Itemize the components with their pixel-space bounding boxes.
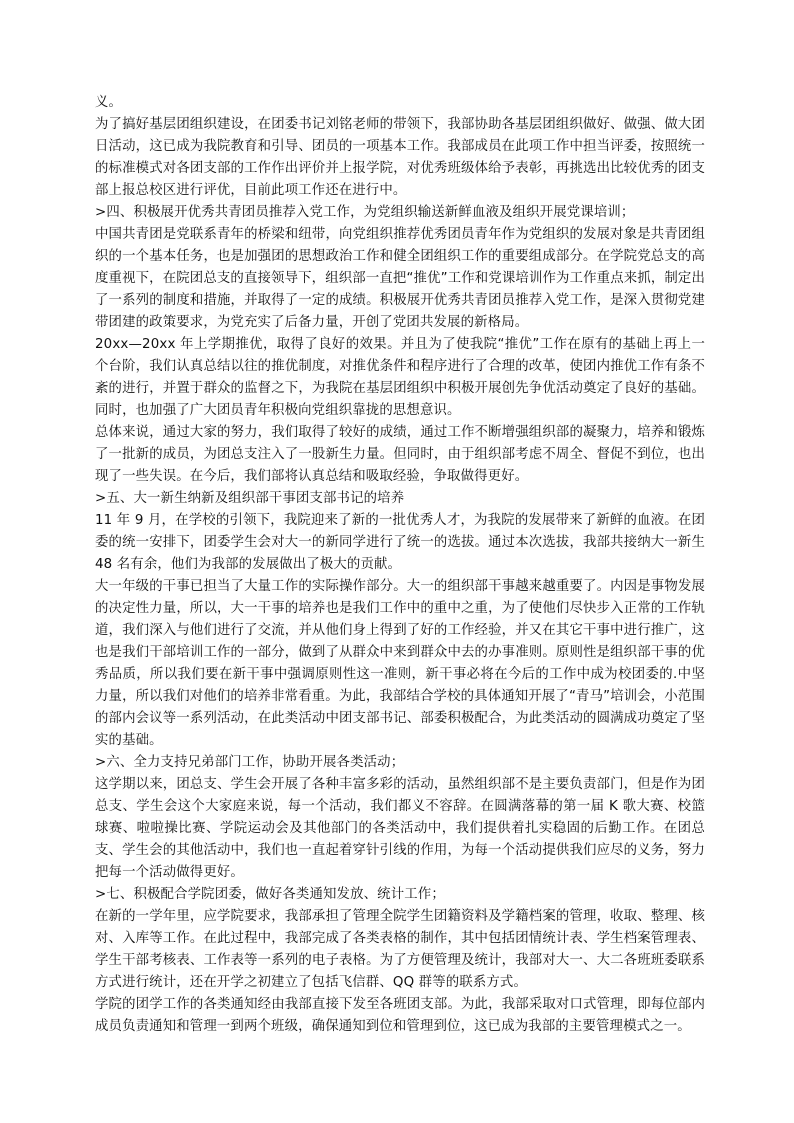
paragraph-notification-management: 学院的团学工作的各类通知经由我部直接下发至各班团支部。为此，我部采取对口式管理，即每位部内成员负责通知和管理一到两个班级，确保通知到位和管理到位，这已成为我部的主要管理模式之一。	[95, 997, 705, 1034]
section-heading-5: >五、大一新生纳新及组织部干事团支部书记的培养	[95, 491, 405, 506]
section-heading-4: >四、积极展开优秀共青团员推荐入党工作，为党组织输送新鲜血液及组织开展党课培训；	[95, 205, 635, 220]
paragraph-league-day-activities: 为了搞好基层团组织建设，在团委书记刘铭老师的带领下，我部协助各基层团组织做好、做强、做大团日活动，这已成为我院教育和引导、团员的一项基本工作。我部成员在此项工作中担当评委，按照统一的标准模式对各团支部的工作作出评价并上报学院，对优秀班级体给予表彰，再挑选出比较优秀的团支部上报总校区进行评优，目前此项工作还在进行中。	[95, 117, 705, 198]
document-page	[95, 92, 705, 1038]
paragraph-records-management: 在新的一学年里，应学院要求，我部承担了管理全院学生团籍资料及学籍档案的管理，收取、整理、核对、入库等工作。在此过程中，我部完成了各类表格的制作，其中包括团情统计表、学生档案管理表、学生干部考核表、工作表等一系列的电子表格。为了方便管理及统计，我部对大一、大二各班班委联系方式进行统计，还在开学之初建立了包括飞信群、QQ 群等的联系方式。	[95, 909, 705, 990]
paragraph-recommendation-results: 20xx—20xx 年上学期推优，取得了良好的效果。并且为了使我院“推优”工作在原有的基础上再上一个台阶，我们认真总结以往的推优制度，对推优条件和程序进行了合理的改革，使团内推优工作有条不紊的进行，并置于群众的监督之下，为我院在基层团组织中积极开展创先争优活动奠定了良好的基础。同时，也加强了广大团员青年积极向党组织靠拢的思想意识。	[95, 337, 705, 418]
paragraph-overall-summary: 总体来说，通过大家的努力，我们取得了较好的成绩，通过工作不断增强组织部的凝聚力，培养和锻炼了一批新的成员，为团总支注入了一股新生力量。但同时，由于组织部考虑不周全、督促不到位，也出现了一些失误。在今后，我们部将认真总结和吸取经验，争取做得更好。	[95, 425, 705, 484]
paragraph-supporting-departments: 这学期以来，团总支、学生会开展了各种丰富多彩的活动，虽然组织部不是主要负责部门，但是作为团总支、学生会这个大家庭来说，每一个活动，我们都义不容辞。在圆满落幕的第一届 K 歌大赛、校篮球赛、啦啦操比赛、学院运动会及其他部门的各类活动中，我们提供着扎实稳固的后勤工作。在团总支、学生会的其他活动中，我们也一直起着穿针引线的作用，为每一个活动提供我们应尽的义务，努力把每一个活动做得更好。	[95, 777, 705, 880]
section-heading-7: >七、积极配合学院团委，做好各类通知发放、统计工作；	[95, 887, 445, 902]
paragraph-staff-training: 大一年级的干事已担当了大量工作的实际操作部分。大一的组织部干事越来越重要了。内因是事物发展的决定性力量，所以，大一干事的培养也是我们工作中的重中之重，为了使他们尽快步入正常的工作轨道，我们深入与他们进行了交流，并从他们身上得到了好的工作经验，并又在其它干事中进行推广，这也是我们干部培训工作的一部分，做到了从群众中来到群众中去的办事准则。原则性是组织部干事的优秀品质，所以我们要在新干事中强调原则性这一准则，新干事必将在今后的工作中成为校团委的.中坚力量，所以我们对他们的培养非常看重。为此，我部结合学校的具体通知开展了“青马”培训会，小范围的部内会议等一系列活动，在此类活动中团支部书记、部委积极配合，为此类活动的圆满成功奠定了坚实的基础。	[95, 579, 705, 748]
paragraph-youth-league-role: 中国共青团是党联系青年的桥梁和纽带，向党组织推荐优秀团员青年作为党组织的发展对象是共青团组织的一个基本任务，也是加强团的思想政治工作和健全团组织工作的重要组成部分。在学院党总支的高度重视下，在院团总支的直接领导下，组织部一直把“推优”工作和党课培训作为工作重点来抓，制定出了一系列的制度和措施，并取得了一定的成绩。积极展开优秀共青团员推荐入党工作，是深入贯彻党建带团建的政策要求，为党充实了后备力量，开创了党团共发展的新格局。	[95, 227, 705, 330]
paragraph-continuation: 义。	[95, 95, 123, 110]
section-heading-6: >六、全力支持兄弟部门工作，协助开展各类活动；	[95, 755, 405, 770]
paragraph-freshman-recruitment: 11 年 9 月，在学校的引领下，我院迎来了新的一批优秀人才，为我院的发展带来了新鲜的血液。在团委的统一安排下，团委学生会对大一的新同学进行了统一的选拔。通过本次选拔，我部共接纳大一新生 48 名有余，他们为我部的发展做出了极大的贡献。	[95, 513, 705, 572]
